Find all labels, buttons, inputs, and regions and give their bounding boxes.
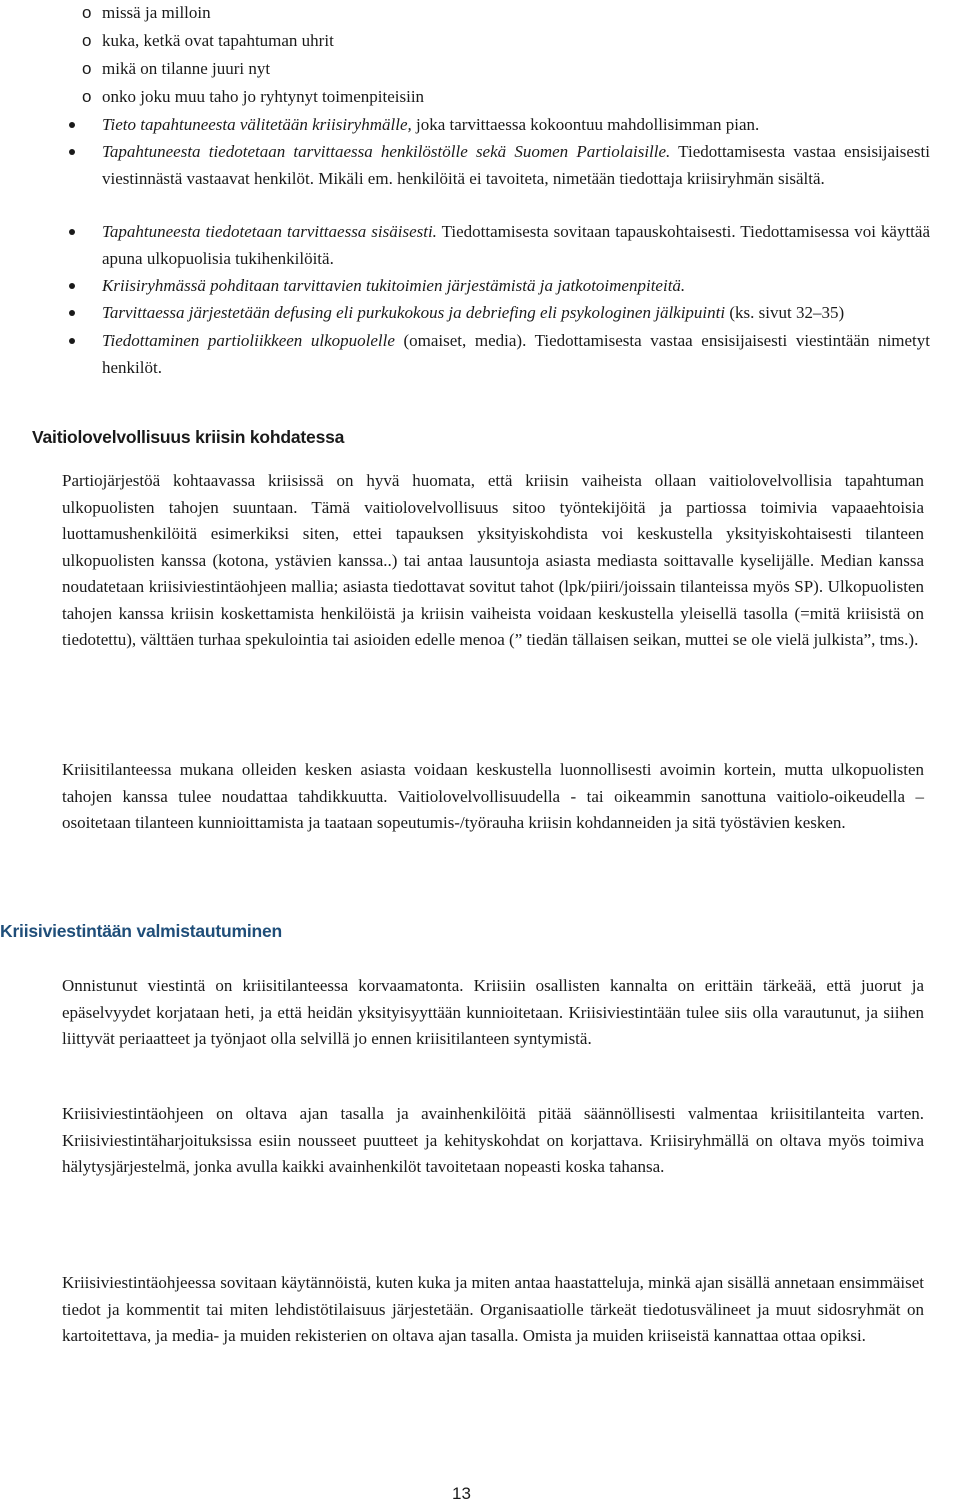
body-paragraph: Kriisiviestintäohjeessa sovitaan käytännöistä, kuten kuka ja miten antaa haastatteluja, minkä ajan sisällä annetaan ensimmäiset tiedot ja kommentit tai miten lehdistötilaisuus järjestetään. Organisaatiolle tärkeät tiedotusvälineet ja muut sidosryhmät on kartoitettava, ja media- ja muiden rekisterien on oltava ajan tasalla. Omista ja muiden kriiseistä kannattaa ottaa opiksi. xyxy=(62,1273,924,1345)
bullet-dot-icon xyxy=(69,149,75,155)
bullet-dot-icon xyxy=(69,283,75,289)
sub-list-text: kuka, ketkä ovat tapahtuman uhrit xyxy=(102,31,334,50)
circle-bullet-icon: o xyxy=(82,3,92,22)
bullet-italic-text: Tapahtuneesta tiedotetaan tarvittaessa sisäisesti. xyxy=(102,222,437,241)
bullet-item xyxy=(102,273,930,300)
bullet-dot-icon xyxy=(69,310,75,316)
sub-list-text: onko joku muu taho jo ryhtynyt toimenpiteisiin xyxy=(102,87,425,106)
bullet-item xyxy=(102,112,930,139)
bullet-text: Tiedottamisesta sovitaan tapauskohtaisesti. Tiedottamisessa voi käyttää apuna ulkopuolisia tukihenkilöitä. xyxy=(102,222,930,268)
bullet-item xyxy=(102,328,930,381)
bullet-italic-text: Tapahtuneesta tiedotetaan tarvittaessa henkilöstölle sekä Suomen Partiolaisille. xyxy=(102,142,671,161)
circle-bullet-icon: o xyxy=(82,87,92,106)
bullet-item xyxy=(102,139,930,192)
sub-list-text: mikä on tilanne juuri nyt xyxy=(102,59,271,78)
bullet-dot-icon xyxy=(69,122,75,128)
circle-bullet-icon: o xyxy=(82,31,92,50)
bullet-italic-text: Kriisiryhmässä pohditaan tarvittavien tukitoimien järjestämistä ja jatkotoimenpiteitä. xyxy=(102,276,686,295)
bullet-dot-icon xyxy=(69,229,75,235)
bullet-item xyxy=(102,300,930,327)
section-heading: Vaitiolovelvollisuus kriisin kohdatessa xyxy=(32,427,345,447)
sub-list-item xyxy=(82,0,211,27)
bullet-italic-text: Tiedottaminen partioliikkeen ulkopuolelle xyxy=(102,331,395,350)
bullet-text: joka tarvittaessa kokoontuu mahdollisimman pian. xyxy=(411,115,760,134)
sub-list-item xyxy=(82,56,271,83)
body-paragraph: Kriisiviestintäohjeen on oltava ajan tasalla ja avainhenkilöitä pitää säännöllisesti valmentaa kriisitilanteita varten. Kriisiviestintäharjoituksissa esiin nousseet puutteet ja kehityskohdat on korjattava. Kriisiryhmällä on oltava myös toimiva hälytysjärjestelmä, jonka avulla kaikki avainhenkilöt tavoitetaan nopeasti koska tahansa. xyxy=(62,1104,924,1176)
sub-list-item xyxy=(82,28,334,55)
circle-bullet-icon: o xyxy=(82,59,92,78)
bullet-text: (omaiset, media). Tiedottamisesta vastaa ensisijaisesti viestintään nimetyt henkilöt. xyxy=(102,331,931,377)
bullet-text: Tiedottamisesta vastaa ensisijaisesti viestinnästä vastaavat henkilöt. Mikäli em. henkilöitä ei tavoiteta, nimetään tiedottaja kriisiryhmän sisältä. xyxy=(102,142,930,188)
bullet-item xyxy=(102,219,930,272)
body-paragraph: Kriisitilanteessa mukana olleiden kesken asiasta voidaan keskustella luonnollisesti avoimin kortein, mutta ulkopuolisten tahojen kanssa tulee noudattaa tahdikkuutta. Vaitiolovelvollisuudella - tai oikeammin sanottuna vaitiolo-oikeudella – osoitetaan tilanteen kunnioittamista ja taataan sopeutumis-/työrauha kriisin kohdanneiden ja sitä työstävien kesken. xyxy=(62,760,924,832)
sub-list-text: missä ja milloin xyxy=(102,3,211,22)
page-number: 13 xyxy=(452,1484,471,1503)
body-paragraph: Onnistunut viestintä on kriisitilanteessa korvaamatonta. Kriisiin osallisten kannalta on erittäin tärkeää, että juorut ja epäselvyydet korjataan heti, ja että heidän yksityisyyttään kunnioitetaan. Kriisiviestintään tulee siis olla varautunut, ja siihen liittyvät periaatteet ja työnjaot olla selvillä jo ennen kriisitilanteen syntymistä. xyxy=(62,976,924,1048)
bullet-dot-icon xyxy=(69,338,75,344)
bullet-italic-text: Tarvittaessa järjestetään defusing eli purkukokous ja debriefing eli psykologinen jälkipuinti xyxy=(102,303,726,322)
sub-list-item xyxy=(82,84,425,111)
bullet-text: (ks. sivut 32–35) xyxy=(725,303,845,322)
body-paragraph: Partiojärjestöä kohtaavassa kriisissä on hyvä huomata, että kriisin vaiheista ollaan vaitiolovelvollisia tapahtuman ulkopuolisten tahojen suuntaan. Tämä vaitiolovelvollisuus sitoo työntekijöitä ja partiossa toimivia vapaaehtoisia luottamushenkilöitä esimerkiksi siten, ettei tapauksen yksityiskohdista voi keskustella yksityiskohtaisesti tilanteen ulkopuolisten kanssa (kotona, ystävien kanssa..) tai antaa lausuntoja asiasta mediasta soittavalle kyselijälle. Median kanssa noudatetaan kriisiviestintäohjeen mallia; asiasta tiedottavat sovitut tahot (lpk/piiri/joissain tilanteissa myös SP). Ulkopuolisten tahojen kanssa kriisin koskettamista henkilöistä ja kriisin vaiheista voidaan keskustella yleisellä tasolla (=mitä kriisistä on tiedotettu), välttäen turhaa spekulointia tai asioiden edelle menoa (” tiedän tällaisen seikan, muttei se ole vielä julkista”, tms.). xyxy=(62,471,924,649)
section-heading: Kriisiviestintään valmistautuminen xyxy=(0,921,283,941)
bullet-italic-text: Tieto tapahtuneesta välitetään kriisiryhmälle, xyxy=(102,115,412,134)
